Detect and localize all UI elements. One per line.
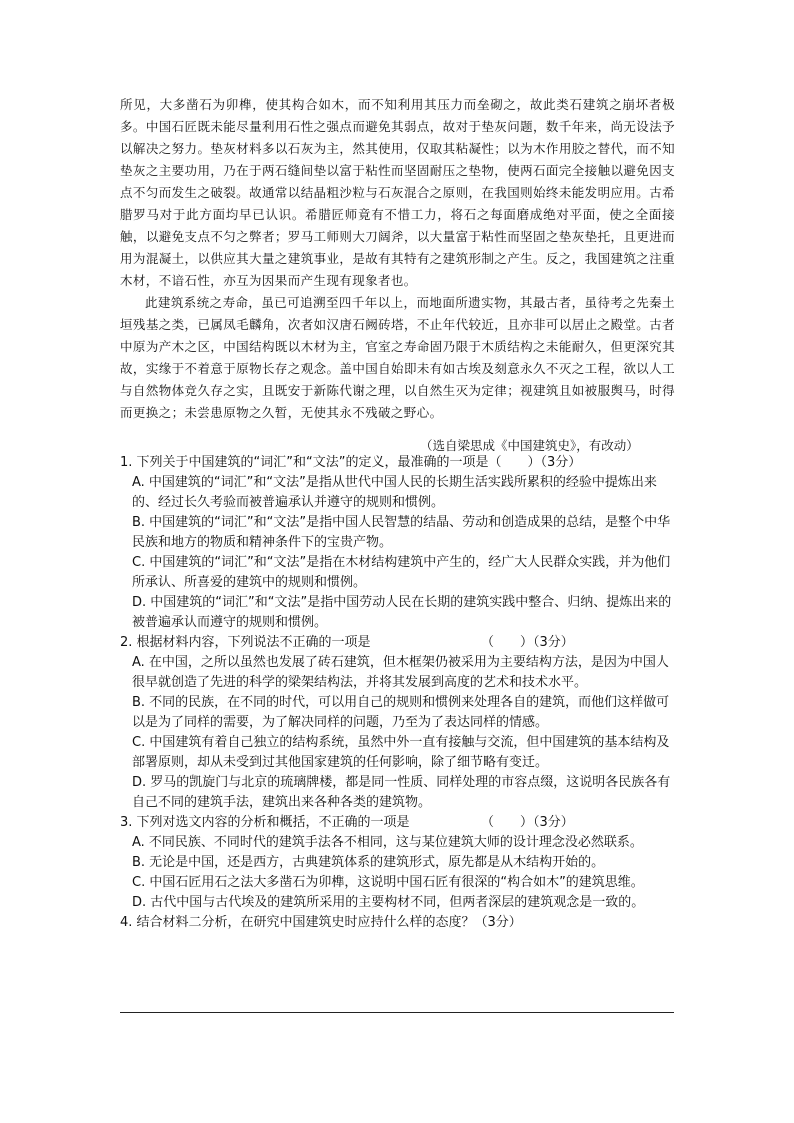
question-stem: 3. 下列对选文内容的分析和概括，不正确的一项是 （ ）（3分） xyxy=(120,815,574,830)
question-4 xyxy=(120,913,680,933)
option-d: D. 中国建筑的“词汇”和“文法”是指中国劳动人民在长期的建筑实践中整合、归纳、提炼出来的被普遍承认而遵守的规则和惯例。 xyxy=(132,595,672,630)
question-stem: 4. 结合材料二分析，在研究中国建筑史时应持什么样的态度？（3分） xyxy=(120,915,522,930)
option-a: A. 中国建筑的“词汇”和“文法”是指从世代中国人民的长期生活实践所累积的经验中提炼出来的、经过长久考验而被普遍承认并遵守的规则和惯例。 xyxy=(132,475,657,510)
option-d: D. 罗马的凯旋门与北京的琉璃牌楼，都是同一性质、同样处理的市容点缀，这说明各民族各有自己不同的建筑手法，建筑出来各种各类的建筑物。 xyxy=(132,775,671,810)
passage-paragraph-1: 所见，大多凿石为卯榫，使其构合如木，而不知利用其压力而垒砌之，故此类石建筑之崩坏者极多。中国石匠既未能尽量利用石性之强点而避免其弱点，故对于垫灰问题，数千年来，尚无设法予以解决之努力。垫灰材料多以石灰为主，然其使用，仅取其粘凝性；以为木作用胶之替代，而不知垫灰之主要功用，乃在于两石缝间垫以富于粘性而坚固耐压之垫物，使两石面完全接触以避免因支点不匀而发生之破裂。故通常以结晶粗沙粒与石灰混合之原则，在我国则始终未能发明应用。古希腊罗马对于此方面均早已认识。希腊匠师竟有不惜工力，将石之每面磨成绝对平面，使之全面接触，以避免支点不匀之弊者；罗马工师则大刀阔斧，以大量富于粘性而坚固之垫灰垫托，且更进而用为混凝土，以供应其大量之建筑事业，是故有其特有之建筑形制之产生。反之，我国建筑之注重木材，不谙石性，亦互为因果而产生现有现象者也。 xyxy=(120,97,675,288)
question-2 xyxy=(120,633,680,813)
question-stem: 1. 下列关于中国建筑的“词汇”和“文法”的定义，最准确的一项是（ ）（3分） xyxy=(120,455,582,470)
option-c: C. 中国石匠用石之法大多凿石为卯榫，这说明中国石匠有很深的“构合如木”的建筑思维。 xyxy=(132,875,644,890)
option-b: B. 不同的民族，在不同的时代，可以用自己的规则和惯例来处理各自的建筑，而他们这样做可以是为了同样的需要，为了解决同样的问题，乃至为了表达同样的情感。 xyxy=(132,695,670,730)
option-d: D. 古代中国与古代埃及的建筑所采用的主要构材不同，但两者深层的建筑观念是一致的。 xyxy=(132,895,645,910)
question-list xyxy=(120,453,680,933)
option-c: C. 中国建筑有着自己独立的结构系统，虽然中外一直有接触与交流，但中国建筑的基本结构及部署原则，却从未受到过其他国家建筑的任何影响，除了细节略有变迁。 xyxy=(132,735,670,770)
answer-line[interactable] xyxy=(120,1012,674,1013)
question-stem: 2. 根据材料内容，下列说法不正确的一项是 （ ）（3分） xyxy=(120,635,574,650)
option-a: A. 在中国，之所以虽然也发展了砖石建筑，但木框架仍被采用为主要结构方法，是因为中国人很早就创造了先进的科学的梁架结构法，并将其发展到高度的艺术和技术水平。 xyxy=(132,655,669,690)
option-b: B. 无论是中国，还是西方，古典建筑体系的建筑形式，原先都是从木结构开始的。 xyxy=(132,855,605,870)
reading-passage xyxy=(120,94,675,424)
option-c: C. 中国建筑的“词汇”和“文法”是指在木材结构建筑中产生的，经广大人民群众实践，并为他们所承认、所喜爱的建筑中的规则和惯例。 xyxy=(132,555,671,590)
option-b: B. 中国建筑的“词汇”和“文法”是指中国人民智慧的结晶、劳动和创造成果的总结，是整个中华民族和地方的物质和精神条件下的宝贵产物。 xyxy=(132,515,671,550)
option-a: A. 不同民族、不同时代的建筑手法各不相同，这与某位建筑大师的设计理念没必然联系。 xyxy=(132,835,643,850)
passage-paragraph-2: 此建筑系统之寿命，虽已可追溯至四千年以上，而地面所遗实物，其最古者，虽待考之先秦土垣残基之类，已属凤毛麟角，次者如汉唐石阙砖塔，不止年代较近，且亦非可以居止之殿堂。古者中原为产木之区，中国结构既以木材为主，官室之寿命固乃限于木质结构之未能耐久，但更深究其故，实缘于不着意于原物长存之观念。盖中国自始即未有如古埃及刻意永久不灭之工程，欲以人工与自然物体竞久存之实，且既安于新陈代谢之理，以自然生灭为定律；视建筑且如被服舆马，时得而更换之；未尝患原物之久暂，无使其永不残破之野心。 xyxy=(120,295,675,420)
question-1 xyxy=(120,453,680,633)
passage-source: （选自梁思成《中国建筑史》，有改动） xyxy=(420,438,639,453)
question-3 xyxy=(120,813,680,913)
